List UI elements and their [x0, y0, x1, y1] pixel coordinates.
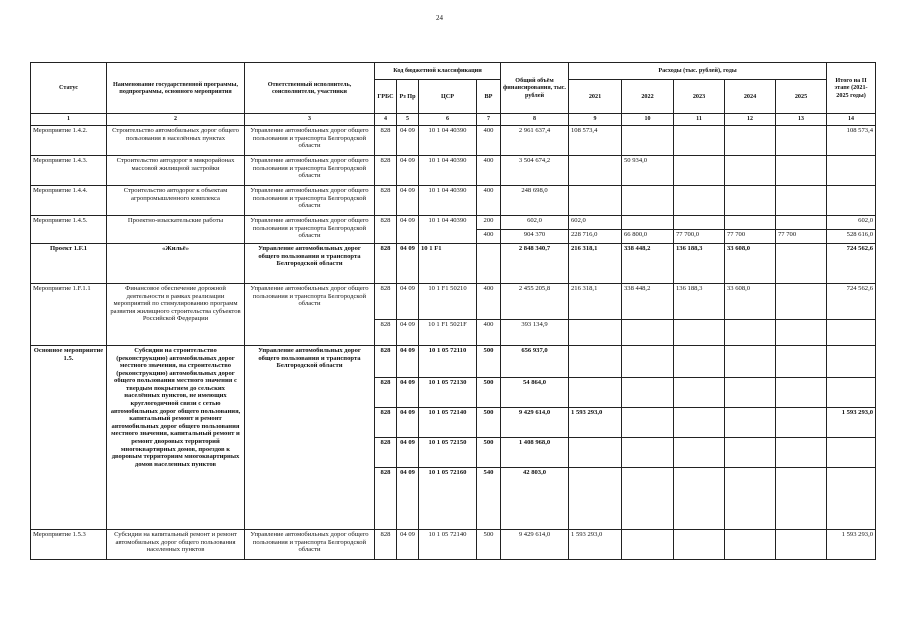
- row-csr: 10 1 04 40390: [419, 216, 477, 244]
- row-grbs: 828: [375, 244, 397, 284]
- row-status: Мероприятие 1.F.1.1: [31, 284, 107, 346]
- row-grbs: 828: [375, 216, 397, 244]
- header-2024: 2024: [725, 80, 776, 114]
- row-total: 248 698,0: [501, 186, 569, 216]
- row-rzpr: 04 09: [397, 438, 419, 468]
- row-vr: 400: [477, 186, 501, 216]
- row-2021: 108 573,4: [569, 126, 622, 156]
- row-vr: 500: [477, 378, 501, 408]
- row-executor: Управление автомобильных дорог общего пользования и транспорта Белгородской области: [245, 346, 375, 530]
- row-csr: 10 1 05 72110: [419, 346, 477, 378]
- header-expenses: Расходы (тыс. рублей), годы: [569, 63, 827, 80]
- header-2022: 2022: [622, 80, 674, 114]
- row-2021: 228 716,0: [569, 230, 622, 244]
- table-row: [31, 244, 876, 284]
- column-numbers-row: [31, 114, 876, 126]
- row-name: Финансовое обеспечение дорожной деятельности в рамках реализации мероприятий по стимулированию программ развития жилищного строительства субъектов Российской Федерации: [107, 284, 245, 346]
- row-grbs: 828: [375, 156, 397, 186]
- row-2022: 66 800,0: [622, 230, 674, 244]
- row-vr: 500: [477, 438, 501, 468]
- col-num: 11: [674, 114, 725, 126]
- table-row: [31, 156, 876, 186]
- row-grbs: 828: [375, 468, 397, 530]
- col-num: 4: [375, 114, 397, 126]
- row-grbs: 828: [375, 346, 397, 378]
- row-vr: 500: [477, 408, 501, 438]
- row-rzpr: 04 09: [397, 244, 419, 284]
- row-executor: Управление автомобильных дорог общего пользования и транспорта Белгородской области: [245, 284, 375, 346]
- header-stage-total: Итого на II этапе (2021-2025 годы): [827, 63, 876, 114]
- row-grbs: 828: [375, 438, 397, 468]
- row-total: 1 408 968,0: [501, 438, 569, 468]
- header-rzpr: Рз Пр: [397, 80, 419, 114]
- row-status: Мероприятие 1.4.5.: [31, 216, 107, 244]
- row-executor: Управление автомобильных дорог общего пользования и транспорта Белгородской области: [245, 126, 375, 156]
- row-total: 3 504 674,2: [501, 156, 569, 186]
- row-rzpr: 04 09: [397, 320, 419, 346]
- row-status: Мероприятие 1.4.4.: [31, 186, 107, 216]
- header-2025: 2025: [776, 80, 827, 114]
- row-total: 2 455 205,8: [501, 284, 569, 320]
- table-row: [31, 530, 876, 560]
- row-rzpr: 04 09: [397, 126, 419, 156]
- row-stage-total: 724 562,6: [827, 284, 876, 320]
- row-2022: 338 448,2: [622, 244, 674, 284]
- row-name: Субсидии на капитальный ремонт и ремонт автомобильных дорог общего пользования населенных пунктов: [107, 530, 245, 560]
- row-rzpr: 04 09: [397, 408, 419, 438]
- row-vr: 400: [477, 320, 501, 346]
- row-vr: 400: [477, 156, 501, 186]
- row-executor: Управление автомобильных дорог общего пользования и транспорта Белгородской области: [245, 156, 375, 186]
- row-vr: 500: [477, 530, 501, 560]
- row-name: Строительство автодорог к объектам агропромышленного комплекса: [107, 186, 245, 216]
- row-total: 656 937,0: [501, 346, 569, 378]
- col-num: 8: [501, 114, 569, 126]
- row-rzpr: 04 09: [397, 468, 419, 530]
- row-csr: 10 1 05 72150: [419, 438, 477, 468]
- row-stage-total: 602,0: [827, 216, 876, 230]
- page-number: 24: [436, 14, 443, 22]
- row-csr: 10 1 04 40390: [419, 126, 477, 156]
- row-csr: 10 1 04 40390: [419, 156, 477, 186]
- row-total: 42 803,0: [501, 468, 569, 530]
- col-num: 10: [622, 114, 674, 126]
- row-total: 904 370: [501, 230, 569, 244]
- row-vr: 400: [477, 284, 501, 320]
- row-vr: 500: [477, 346, 501, 378]
- col-num: 12: [725, 114, 776, 126]
- row-csr: 10 1 05 72140: [419, 408, 477, 438]
- col-num: 3: [245, 114, 375, 126]
- table-row: [31, 284, 876, 320]
- row-vr: 200: [477, 216, 501, 230]
- col-num: 2: [107, 114, 245, 126]
- row-rzpr: 04 09: [397, 346, 419, 378]
- row-csr: 10 1 F1: [419, 244, 477, 284]
- row-stage-total: 724 562,6: [827, 244, 876, 284]
- row-total: 9 429 614,0: [501, 530, 569, 560]
- row-grbs: 828: [375, 530, 397, 560]
- row-grbs: 828: [375, 126, 397, 156]
- row-grbs: 828: [375, 408, 397, 438]
- row-rzpr: 04 09: [397, 216, 419, 244]
- row-rzpr: 04 09: [397, 156, 419, 186]
- row-name: Субсидии на строительство (реконструкцию) автомобильных дорог местного значения, на строительство (реконструкцию) автомобильных дорог общего пользования местного значения с твердым покрытием до сельских населённых пунктов, не имеющих круглогодичной связи с сетью автомобильных дорог общего пользования, капитальный ремонт и ремонт автомобильных дорог общего пользования местного значения, капитальный ремонт и ремонт дворовых территорий многоквартирных домов, проездов к дворовым территориям многоквартирных домов населенных пунктов: [107, 346, 245, 530]
- row-csr: 10 1 F1 5021F: [419, 320, 477, 346]
- row-total: 2 848 340,7: [501, 244, 569, 284]
- row-2024: 33 608,0: [725, 284, 776, 320]
- row-2025: 77 700: [776, 230, 827, 244]
- row-2021: 216 318,1: [569, 244, 622, 284]
- row-executor: Управление автомобильных дорог общего пользования и транспорта Белгородской области: [245, 216, 375, 244]
- row-2021: 602,0: [569, 216, 622, 230]
- header-executor: Ответственный исполнитель, соисполнители, участники: [245, 63, 375, 114]
- row-csr: 10 1 05 72130: [419, 378, 477, 408]
- row-2024: 33 608,0: [725, 244, 776, 284]
- row-executor: Управление автомобильных дорог общего пользования и транспорта Белгородской области: [245, 244, 375, 284]
- row-2023: 136 188,3: [674, 284, 725, 320]
- row-status: Мероприятие 1.4.2.: [31, 126, 107, 156]
- row-executor: Управление автомобильных дорог общего пользования и транспорта Белгородской области: [245, 186, 375, 216]
- row-rzpr: 04 09: [397, 378, 419, 408]
- header-2021: 2021: [569, 80, 622, 114]
- row-total: 2 961 637,4: [501, 126, 569, 156]
- row-2021: 1 593 293,0: [569, 408, 622, 438]
- col-num: 7: [477, 114, 501, 126]
- row-vr: 540: [477, 468, 501, 530]
- row-grbs: 828: [375, 378, 397, 408]
- table-row: [31, 346, 876, 378]
- table-row: [31, 126, 876, 156]
- row-total: 54 864,0: [501, 378, 569, 408]
- row-2022: 50 934,0: [622, 156, 674, 186]
- row-vr: 400: [477, 126, 501, 156]
- header-2023: 2023: [674, 80, 725, 114]
- row-grbs: 828: [375, 284, 397, 320]
- row-grbs: 828: [375, 186, 397, 216]
- row-csr: 10 1 05 72140: [419, 530, 477, 560]
- row-csr: 10 1 F1 50210: [419, 284, 477, 320]
- header-vr: ВР: [477, 80, 501, 114]
- header-status: Статус: [31, 63, 107, 114]
- row-name: Строительство автомобильных дорог общего пользования в населённых пунктах: [107, 126, 245, 156]
- row-2023: 77 700,0: [674, 230, 725, 244]
- col-num: 14: [827, 114, 876, 126]
- row-rzpr: 04 09: [397, 530, 419, 560]
- budget-table: [30, 62, 876, 560]
- row-executor: Управление автомобильных дорог общего пользования и транспорта Белгородской области: [245, 530, 375, 560]
- header-total: Общий объём финансирования, тыс. рублей: [501, 63, 569, 114]
- row-2021: 216 318,1: [569, 284, 622, 320]
- header-csr: ЦСР: [419, 80, 477, 114]
- col-num: 5: [397, 114, 419, 126]
- row-rzpr: 04 09: [397, 284, 419, 320]
- col-num: 1: [31, 114, 107, 126]
- header-name: Наименование государственной программы, подпрограммы, основного мероприятия: [107, 63, 245, 114]
- row-csr: 10 1 04 40390: [419, 186, 477, 216]
- header-budget-code: Код бюджетной классификации: [375, 63, 501, 80]
- table-row: [31, 216, 876, 230]
- row-vr: 400: [477, 230, 501, 244]
- row-stage-total: 108 573,4: [827, 126, 876, 156]
- row-status: Проект 1.F.1: [31, 244, 107, 284]
- row-rzpr: 04 09: [397, 186, 419, 216]
- row-total: 9 429 614,0: [501, 408, 569, 438]
- row-2021: 1 593 293,0: [569, 530, 622, 560]
- row-name: «Жильё»: [107, 244, 245, 284]
- header-grbs: ГРБС: [375, 80, 397, 114]
- row-2022: 338 448,2: [622, 284, 674, 320]
- row-2024: 77 700: [725, 230, 776, 244]
- row-name: Строительство автодорог в микрорайонах массовой жилищной застройки: [107, 156, 245, 186]
- col-num: 13: [776, 114, 827, 126]
- row-2023: 136 188,3: [674, 244, 725, 284]
- row-total: 602,0: [501, 216, 569, 230]
- row-stage-total: 1 593 293,0: [827, 408, 876, 438]
- row-name: Проектно-изыскательские работы: [107, 216, 245, 244]
- row-status: Основное мероприятие 1.5.: [31, 346, 107, 530]
- row-grbs: 828: [375, 320, 397, 346]
- row-stage-total: 1 593 293,0: [827, 530, 876, 560]
- row-total: 393 134,9: [501, 320, 569, 346]
- col-num: 6: [419, 114, 477, 126]
- col-num: 9: [569, 114, 622, 126]
- row-csr: 10 1 05 72160: [419, 468, 477, 530]
- row-stage-total: 528 616,0: [827, 230, 876, 244]
- row-status: Мероприятие 1.5.3: [31, 530, 107, 560]
- table-row: [31, 186, 876, 216]
- row-status: Мероприятие 1.4.3.: [31, 156, 107, 186]
